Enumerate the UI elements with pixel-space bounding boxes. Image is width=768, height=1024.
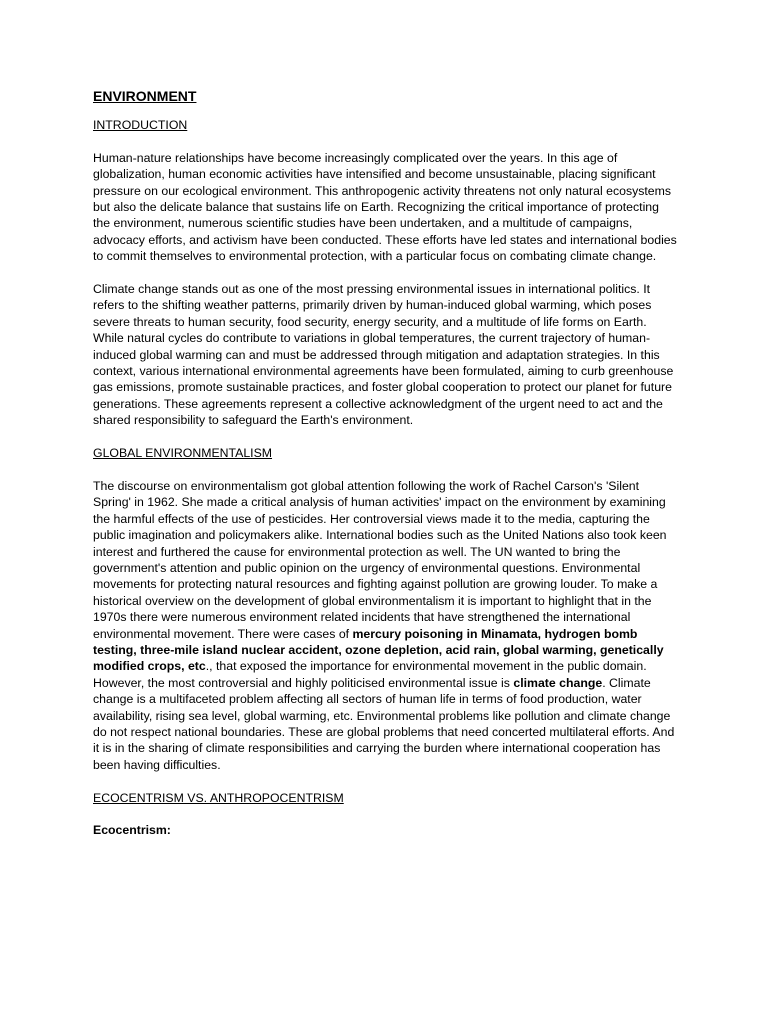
introduction-paragraph-2: Climate change stands out as one of the most pressing environmental issues in international politics. It refers to the shifting weather patterns, primarily driven by human-induced global warming, which poses severe threats to human security, food security, energy security, and a multitude of life forms on Earth. While natural cycles do contribute to variations in global temperatures, the current trajectory of human-induced global warming can and must be addressed through mitigation and adaptation strategies. In this context, various international environmental agreements have been formulated, aiming to curb greenhouse gas emissions, promote sustainable practices, and foster global cooperation to protect our planet for future generations. These agreements represent a collective acknowledgment of the urgent need to act and the shared responsibility to safeguard the Earth's environment. [93, 282, 674, 428]
document-title: ENVIRONMENT [93, 88, 197, 104]
section-heading-introduction: INTRODUCTION [93, 118, 188, 132]
section-heading-ecocentrism-vs-anthropocentrism: ECOCENTRISM VS. ANTHROPOCENTRISM [93, 790, 344, 805]
introduction-paragraph-1: Human-nature relationships have become increasingly complicated over the years. In this age of globalization, human economic activities have intensified and become unsustainable, placing significant pressure on our ecological environment. This anthropogenic activity threatens not only natural ecosystems but also the delicate balance that sustains life on Earth. Recognizing the critical importance of protecting the environment, numerous scientific studies have been undertaken, and a multitude of campaigns, advocacy efforts, and activism have been conducted. These efforts have led states and international bodies to commit themselves to environmental protection, with a particular focus on combating climate change. [93, 150, 677, 264]
paragraph-text-segment: The discourse on environmentalism got global attention following the work of Rachel Carson's 'Silent Spring' in 1962. She made a critical analysis of human activities' impact on the environment by examining the harmful effects of the use of pesticides. Her controversial views made it to the media, capturing the public imagination and policymakers alike. International bodies such as the United Nations also took keen interest and furthered the cause for environmental protection as well. The UN wanted to bring the government's attention and public opinion on the urgency of environmental questions. Environmental movements for protecting natural resources and fighting against pollution are growing louder. To make a historical overview on the development of global environmentalism it is important to highlight that in the 1970s there were numerous environment related incidents that have strengthened the international environmental movement. There were cases of [93, 478, 667, 641]
section-heading-global-environmentalism: GLOBAL ENVIRONMENTALISM [93, 446, 273, 461]
paragraph-text-segment: ., that exposed the importance for environmental movement in the public domain. However, the most controversial and highly politicised environmental issue is [93, 659, 647, 690]
document-body [93, 87, 677, 839]
paragraph-text-segment: . Climate change is a multifaceted problem affecting all sectors of human life in terms of food production, water availability, rising sea level, global warming, etc. Environmental problems like pollution and climate change do not respect national boundaries. These are global problems that need concerted multilateral efforts. And it is in the sharing of climate responsibilities and carrying the burden where international cooperation has been having difficulties. [93, 675, 675, 772]
subheading-ecocentrism: Ecocentrism: [93, 823, 171, 838]
bold-climate-change: climate change [513, 675, 603, 690]
global-environmentalism-paragraph [93, 478, 677, 773]
bold-incidents-list: mercury poisoning in Minamata, hydrogen bomb testing, three-mile island nuclear accident, ozone depletion, acid rain, global warming, genetically modified crops, etc [93, 626, 664, 674]
